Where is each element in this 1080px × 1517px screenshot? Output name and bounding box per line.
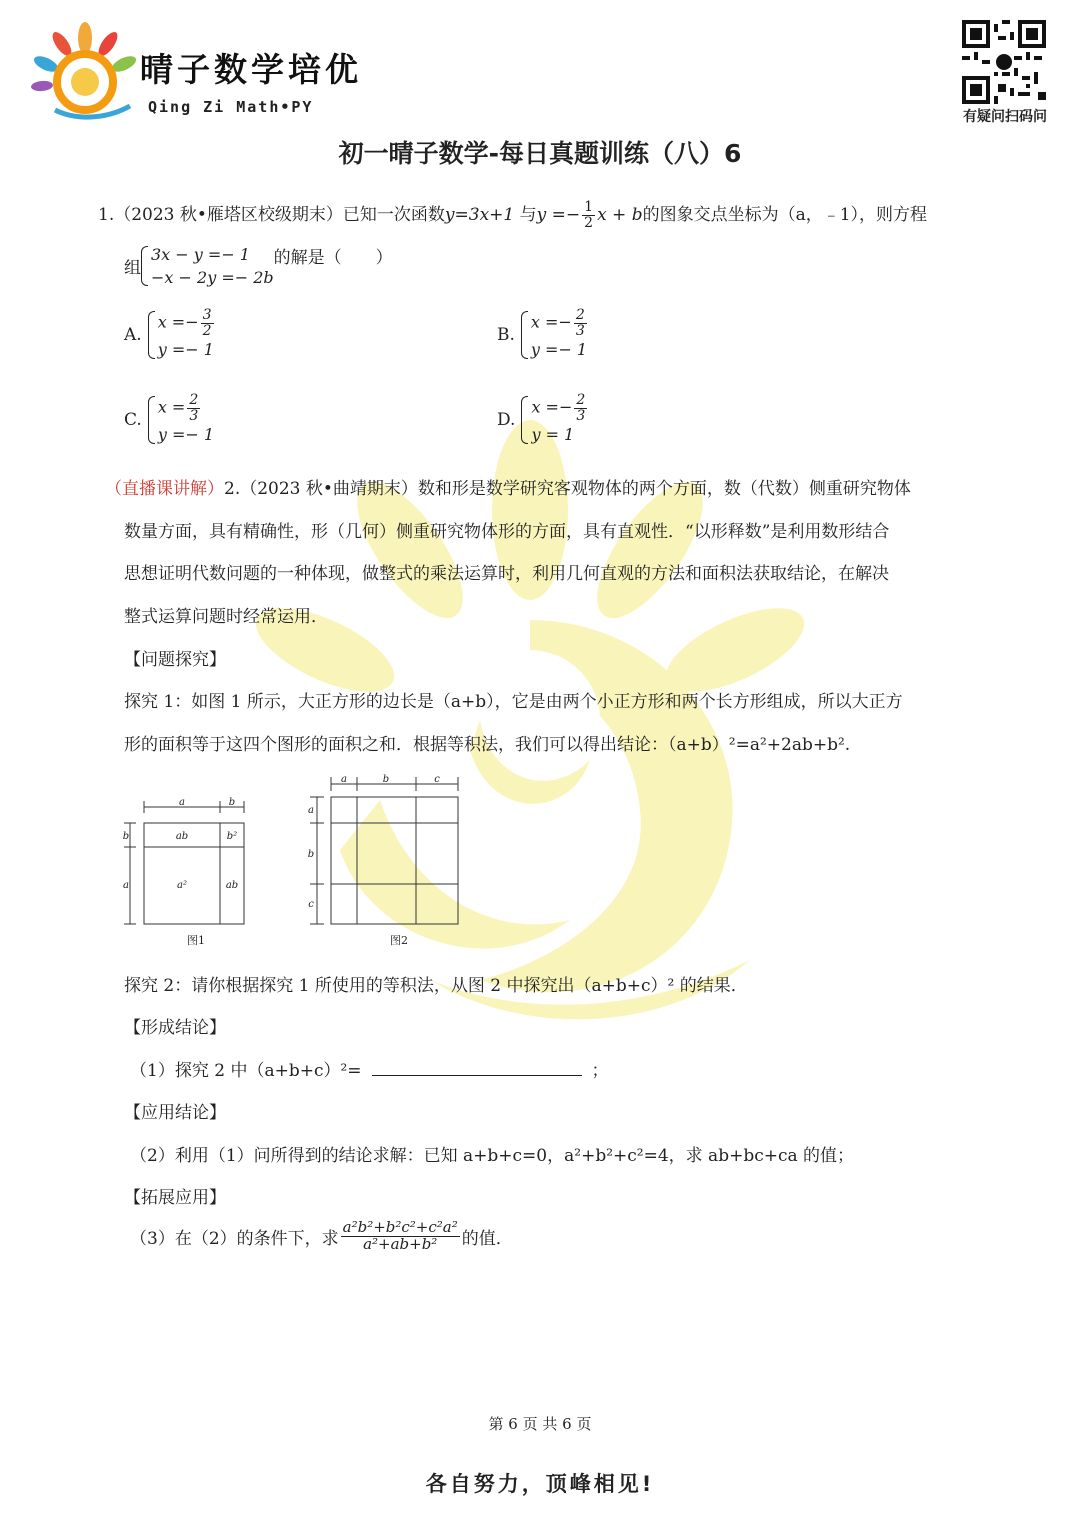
heading-conclusion: 【形成结论】 bbox=[124, 1018, 226, 1038]
heading-explore: 【问题探究】 bbox=[124, 650, 226, 670]
q1-zu: 组 bbox=[124, 258, 141, 279]
fig1-top-b: b bbox=[228, 797, 236, 808]
q1-equation-system: 3x − y =− 1 −x − 2y =− 2b bbox=[141, 243, 274, 289]
q1-fraction: $\frac{1}{2}$ bbox=[584, 199, 594, 231]
fig1-cell-a2: a² bbox=[177, 880, 187, 891]
fig2-top-b: b bbox=[382, 774, 390, 785]
q1-option-a[interactable]: A. x =− $\frac{3}{2}$ y =− 1 bbox=[124, 308, 216, 362]
q1-option-b[interactable]: B. x =− $\frac{2}{3}$ y =− 1 bbox=[497, 308, 589, 362]
q2-paragraph-line3: 思想证明代数问题的一种体现，做整式的乘法运算时，利用几何直观的方法和面积法获取结论，在解决 bbox=[124, 564, 889, 584]
figure-2-caption: 图2 bbox=[390, 934, 408, 947]
explore1-line2: 形的面积等于这四个图形的面积之和．根据等积法，我们可以得出结论：（a+b）²=a²+2ab+b². bbox=[124, 735, 851, 755]
fig2-left-b: b bbox=[307, 849, 315, 860]
q1-func1: y=3x+1 bbox=[444, 205, 515, 225]
q1-option-d[interactable]: D. x =− $\frac{2}{3}$ y = 1 bbox=[497, 393, 589, 447]
heading-extend: 【拓展应用】 bbox=[124, 1188, 226, 1208]
figure-2 bbox=[300, 772, 465, 930]
live-lecture-tag: （直播课讲解） bbox=[105, 479, 224, 499]
qr-code[interactable] bbox=[962, 20, 1046, 104]
part2: （2）利用（1）问所得到的结论求解：已知 a+b+c=0，a²+b²+c²=4，求 ab+bc+ca 的值； bbox=[130, 1146, 855, 1166]
q1-func2-tail: x + b bbox=[597, 205, 643, 225]
fig2-left-a: a bbox=[308, 805, 314, 816]
fig2-top-a: a bbox=[341, 774, 347, 785]
q1-text-c: 与 bbox=[519, 205, 537, 225]
page-number: 第 6 页 共 6 页 bbox=[488, 1415, 592, 1433]
q1-func2: y =− bbox=[536, 205, 581, 225]
fig1-top-a: a bbox=[179, 797, 185, 808]
fig1-cell-ab-bottom: ab bbox=[225, 880, 239, 891]
fig1-cell-b2: b² bbox=[226, 831, 238, 842]
brand-name-cn: 晴子数学培优 bbox=[140, 50, 362, 89]
q2-paragraph-line1: （直播课讲解）2.（2023 秋•曲靖期末）数和形是数学研究客观物体的两个方面，数（代数）侧重研究物体 bbox=[105, 479, 911, 499]
part1: （1）探究 2 中（a+b+c）²= ； bbox=[130, 1061, 609, 1081]
q1-text-f: 的图象交点坐标为（a，﹣1），则方程 bbox=[642, 205, 928, 225]
figure-1 bbox=[118, 795, 253, 930]
q1-option-c[interactable]: C. x = $\frac{2}{3}$ y =− 1 bbox=[124, 393, 214, 447]
q1-line1 bbox=[98, 200, 927, 231]
fig2-left-c: c bbox=[308, 899, 314, 910]
slogan: 各自努力，顶峰相见! bbox=[425, 1472, 655, 1496]
q1-text-a: 1.（2023 秋•雁塔区校级期末）已知一次函数 bbox=[98, 205, 445, 225]
fig2-top-c: c bbox=[434, 774, 440, 785]
figure-1-caption: 图1 bbox=[187, 934, 205, 947]
brand-logo bbox=[30, 20, 140, 125]
brand-name-en: Qing Zi Math•PY bbox=[148, 98, 314, 116]
explore2-text: 探究 2：请你根据探究 1 所使用的等积法，从图 2 中探究出（a+b+c）² 的结果． bbox=[124, 976, 748, 996]
fig1-left-b: b bbox=[122, 831, 130, 842]
answer-blank[interactable] bbox=[372, 1059, 582, 1076]
heading-apply: 【应用结论】 bbox=[124, 1103, 226, 1123]
q2-paragraph-line2: 数量方面，具有精确性，形（几何）侧重研究物体形的方面，具有直观性．“以形释数”是利用数形结合 bbox=[124, 522, 890, 542]
qr-caption: 有疑问扫码问 bbox=[963, 109, 1047, 125]
q1-question-tail: 的解是（ ） bbox=[273, 248, 393, 268]
part3-fraction: $\frac{\text{a²b²+b²c²+c²a²}}{\text{a²+ab+b²}}$ bbox=[342, 1218, 458, 1253]
page-title: 初一晴子数学-每日真题训练（八）6 bbox=[338, 139, 742, 168]
q1-line2 bbox=[124, 243, 393, 289]
q2-paragraph-line4: 整式运算问题时经常运用． bbox=[124, 607, 328, 627]
fig1-cell-ab-top: ab bbox=[175, 831, 189, 842]
part3: （3）在（2）的条件下，求 $\frac{\text{a²b²+b²c²+c²a²}}{\text{a²+ab+b²}}$ 的值． bbox=[130, 1218, 513, 1253]
explore1-line1: 探究 1：如图 1 所示，大正方形的边长是（a+b），它是由两个小正方形和两个长方形组成，所以大正方 bbox=[124, 692, 903, 712]
fig1-left-a: a bbox=[123, 880, 129, 891]
